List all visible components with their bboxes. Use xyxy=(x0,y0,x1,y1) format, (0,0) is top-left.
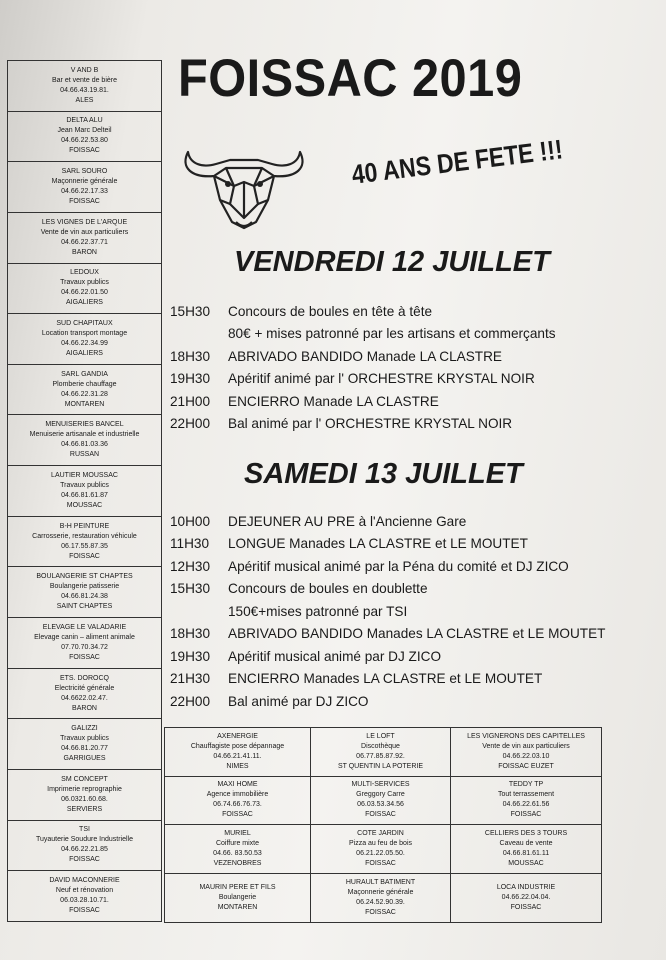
sponsor-detail: SERVIERS xyxy=(66,805,103,813)
event-description: Bal animé par l' ORCHESTRE KRYSTAL NOIR xyxy=(228,416,513,432)
schedule-row xyxy=(170,555,666,578)
schedule-row xyxy=(170,345,666,368)
sponsor-box xyxy=(165,728,311,777)
schedule-row xyxy=(170,690,666,713)
sponsor-box xyxy=(311,874,451,923)
sponsor-name: BOULANGERIE ST CHAPTES xyxy=(36,573,133,581)
sponsor-detail: AIGALIERS xyxy=(66,350,103,358)
sponsor-name: MULTI-SERVICES xyxy=(351,781,410,789)
sponsor-detail: 04.66.21.41.11. xyxy=(213,752,262,760)
sponsor-box xyxy=(165,825,311,874)
sponsor-detail: FOISSAC xyxy=(510,903,542,911)
sponsor-detail: 04.66.22.31.28 xyxy=(61,390,108,398)
sponsor-detail: 04.66.22.53.80 xyxy=(61,137,108,145)
sponsor-box xyxy=(8,517,161,568)
sponsor-box xyxy=(311,777,451,826)
sponsor-name: SARL GANDIA xyxy=(61,370,108,378)
sponsor-detail: ALES xyxy=(75,96,94,104)
sponsor-name: MAURIN PERE ET FILS xyxy=(199,883,276,891)
sponsor-detail: Bar et vente de bière xyxy=(52,76,117,84)
sponsor-detail: FOISSAC xyxy=(365,811,396,819)
sponsor-detail: 04.66.81.20.77 xyxy=(61,745,108,753)
sponsor-name: LAUTIER MOUSSAC xyxy=(51,471,118,479)
sponsor-detail: Pizza au feu de bois xyxy=(348,839,413,847)
schedule-row xyxy=(170,300,666,323)
event-time: 18H30 xyxy=(170,348,211,364)
sponsor-detail: FOISSAC xyxy=(365,908,396,916)
sponsor-detail: Elevage canin – aliment animale xyxy=(34,633,135,641)
sponsor-detail: 04.66.43.19.81. xyxy=(60,86,109,94)
event-description: 150€+mises patronné par TSI xyxy=(228,603,408,619)
sponsor-detail: 04.66.22.21.85 xyxy=(61,846,108,854)
sponsor-detail: Caveau de vente xyxy=(499,839,553,847)
sponsor-name: CELLIERS DES 3 TOURS xyxy=(484,829,568,837)
sponsor-box xyxy=(165,874,311,923)
event-description: ABRIVADO BANDIDO Manade LA CLASTRE xyxy=(228,348,502,364)
sponsor-detail: Chauffagiste pose dépannage xyxy=(190,742,285,750)
sponsor-box xyxy=(8,264,161,315)
sponsor-name: DELTA ALU xyxy=(66,117,103,125)
sponsor-box xyxy=(8,669,161,720)
sponsor-detail: 06.03.28.10.71. xyxy=(60,897,109,905)
sponsor-box xyxy=(8,821,161,872)
event-description: ENCIERRO Manades LA CLASTRE et LE MOUTET xyxy=(228,671,543,687)
event-time: 22H00 xyxy=(170,693,211,709)
event-time: 18H30 xyxy=(170,626,211,642)
sponsor-detail: 04.66.22.03.10 xyxy=(502,752,550,760)
sponsor-detail: 04.66.81.24.38 xyxy=(61,593,108,601)
sponsor-detail: Boulangerie patisserie xyxy=(49,583,120,591)
poster-subtitle: 40 ANS DE FETE !!! xyxy=(350,134,565,190)
sponsor-name: MURIEL xyxy=(224,829,251,837)
sponsor-detail: BARON xyxy=(72,704,97,712)
sponsor-detail: 07.70.70.34.72 xyxy=(61,643,108,651)
sponsor-name: SARL SOURO xyxy=(61,168,108,176)
sponsor-detail: Vente de vin aux particuliers xyxy=(482,742,570,750)
sponsor-detail: FOISSAC xyxy=(222,811,253,819)
sponsor-name: LES VIGNES DE L'ARQUE xyxy=(41,218,128,226)
event-description: ABRIVADO BANDIDO Manades LA CLASTRE et LE MOUTET xyxy=(228,626,606,642)
schedule-row xyxy=(170,645,666,668)
sponsor-detail: MOUSSAC xyxy=(508,859,544,867)
schedule-row xyxy=(170,623,666,646)
sponsor-box xyxy=(311,825,451,874)
sponsor-name: LES VIGNERONS DES CAPITELLES xyxy=(467,732,585,740)
sponsor-box xyxy=(165,777,311,826)
sponsor-detail: 04.66.22.37.71 xyxy=(61,238,108,246)
sponsor-box xyxy=(8,719,161,770)
sponsor-name: COTE JARDIN xyxy=(357,829,404,837)
event-description: Concours de boules en doublette xyxy=(228,581,428,597)
sponsor-box xyxy=(8,112,161,163)
sponsor-name: V AND B xyxy=(70,66,99,74)
event-time: 10H00 xyxy=(170,513,211,529)
event-description: ENCIERRO Manade LA CLASTRE xyxy=(228,393,439,409)
sponsor-detail: Tuyauterie Soudure Industrielle xyxy=(35,836,134,844)
event-time: 11H30 xyxy=(170,536,210,552)
left-sponsor-column xyxy=(7,60,162,922)
sponsor-detail: 06.21.22.05.50. xyxy=(356,849,405,857)
sponsor-detail: Carrosserie, restauration véhicule xyxy=(32,532,137,540)
sponsor-detail: FOISSAC xyxy=(69,907,100,915)
sponsor-name: HURAULT BATIMENT xyxy=(345,878,416,886)
event-description: LONGUE Manades LA CLASTRE et LE MOUTET xyxy=(228,536,528,552)
sponsor-detail: MONTAREN xyxy=(217,903,258,911)
schedule-row xyxy=(170,600,666,623)
sponsor-box xyxy=(8,618,161,669)
sponsor-detail: 06.74.66.76.73. xyxy=(213,801,262,809)
sponsor-box xyxy=(8,871,161,921)
schedule-row xyxy=(170,668,666,691)
schedule-row xyxy=(170,578,666,601)
sponsor-detail: BARON xyxy=(72,248,97,256)
sponsor-detail: 04.66.81.61.87 xyxy=(61,491,108,499)
sponsor-detail: Travaux publics xyxy=(60,735,109,743)
sponsor-detail: 04.6622.02.47. xyxy=(61,694,108,702)
friday-heading: VENDREDI 12 JUILLET xyxy=(234,246,550,278)
event-description: Bal animé par DJ ZICO xyxy=(228,693,369,709)
event-description: Apéritif musical animé par la Péna du comité et DJ ZICO xyxy=(228,558,569,574)
event-description: Concours de boules en tête à tête xyxy=(228,303,433,319)
poster-title: FOISSAC 2019 xyxy=(178,49,523,108)
schedule-row xyxy=(170,533,666,556)
sponsor-detail: Agence immobilière xyxy=(206,791,269,799)
sponsor-name: SUD CHAPITAUX xyxy=(56,320,113,328)
event-time: 21H00 xyxy=(170,393,211,409)
sponsor-detail: Tout terrassement xyxy=(497,791,555,799)
sponsor-name: TEDDY TP xyxy=(508,781,544,789)
sponsor-detail: 06.17.55.87.35 xyxy=(61,542,108,550)
sponsor-name: MENUISERIES BANCEL xyxy=(45,421,124,429)
event-description: 80€ + mises patronné par les artisans et commerçants xyxy=(228,326,556,342)
sponsor-detail: FOISSAC xyxy=(365,859,396,867)
sponsor-box xyxy=(451,777,601,826)
sponsor-detail: NIMES xyxy=(226,762,249,770)
sponsor-detail: Coiffure mixte xyxy=(215,839,260,847)
sponsor-detail: 04.66.81.61.11 xyxy=(502,849,550,857)
sponsor-detail: 06.77.85.87.92. xyxy=(356,752,405,760)
sponsor-detail: 04.66.22.01.50 xyxy=(61,289,108,297)
sponsor-name: B-H PEINTURE xyxy=(59,522,110,530)
sponsor-detail: ST QUENTIN LA POTERIE xyxy=(337,762,424,770)
sponsor-name: ELEVAGE LE VALADARIE xyxy=(42,623,127,631)
sponsor-detail: 04.66.22.61.56 xyxy=(502,801,550,809)
event-time: 19H30 xyxy=(170,648,211,664)
sponsor-box xyxy=(8,213,161,264)
sponsor-detail: Plomberie chauffage xyxy=(52,380,117,388)
sponsor-detail: Vente de vin aux particuliers xyxy=(40,228,129,236)
schedule-row xyxy=(170,368,666,391)
sponsor-box xyxy=(451,874,601,923)
sponsor-detail: 06.0321.60.68. xyxy=(61,795,108,803)
sponsor-detail: FOISSAC xyxy=(69,856,100,864)
sponsor-name: TSI xyxy=(79,826,90,834)
bottom-sponsor-grid xyxy=(164,727,602,923)
schedule-row xyxy=(170,323,666,346)
sponsor-detail: RUSSAN xyxy=(69,451,100,459)
sponsor-name: LOCA INDUSTRIE xyxy=(496,883,556,891)
sponsor-box xyxy=(8,415,161,466)
schedule-row xyxy=(170,390,666,413)
event-description: Apéritif animé par l' ORCHESTRE KRYSTAL NOIR xyxy=(228,371,535,387)
sponsor-detail: Maçonnerie générale xyxy=(51,178,118,186)
sponsor-detail: Menuiserie artisanale et industrielle xyxy=(29,431,140,439)
sponsor-box xyxy=(8,466,161,517)
sponsor-box xyxy=(451,728,601,777)
event-time: 15H30 xyxy=(170,581,211,597)
sponsor-detail: Location transport montage xyxy=(41,330,128,338)
event-time: 22H00 xyxy=(170,416,211,432)
sponsor-detail: VEZENOBRES xyxy=(213,859,262,867)
sponsor-box xyxy=(8,770,161,821)
sponsor-name: MAXI HOME xyxy=(217,781,258,789)
sponsor-detail: Electricité générale xyxy=(54,684,115,692)
event-description: DEJEUNER AU PRE à l'Ancienne Gare xyxy=(228,513,467,529)
sponsor-detail: Imprimerie reprographie xyxy=(47,785,122,793)
sponsor-detail: Maçonnerie générale xyxy=(347,888,414,896)
sponsor-detail: 04.66.22.17.33 xyxy=(61,188,108,196)
sponsor-detail: SAINT CHAPTES xyxy=(56,603,113,611)
schedule-row xyxy=(170,510,666,533)
sponsor-detail: FOISSAC EUZET xyxy=(498,762,554,770)
sponsor-detail: Boulangerie xyxy=(218,893,257,901)
schedule-row xyxy=(170,413,666,436)
event-time: 21H30 xyxy=(170,671,211,687)
sponsor-box xyxy=(8,61,161,112)
sponsor-detail: GARRIGUES xyxy=(63,755,106,763)
sponsor-detail: FOISSAC xyxy=(69,552,100,560)
sponsor-detail: FOISSAC xyxy=(69,198,100,206)
sponsor-detail: Neuf et rénovation xyxy=(55,887,114,895)
sponsor-detail: AIGALIERS xyxy=(66,299,103,307)
sponsor-detail: Greggory Carre xyxy=(356,791,405,799)
sponsor-detail: FOISSAC xyxy=(510,811,542,819)
event-time: 12H30 xyxy=(170,558,211,574)
event-description: Apéritif musical animé par DJ ZICO xyxy=(228,648,442,664)
sponsor-detail: 04.66.81.03.36 xyxy=(61,441,108,449)
sponsor-name: LEDOUX xyxy=(70,269,99,277)
sponsor-detail: MOUSSAC xyxy=(66,501,103,509)
friday-schedule xyxy=(170,300,666,435)
saturday-heading: SAMEDI 13 JUILLET xyxy=(244,458,523,490)
sponsor-detail: 06.03.53.34.56 xyxy=(357,801,404,809)
sponsor-detail: Jean Marc Delteil xyxy=(57,127,112,135)
sponsor-detail: Travaux publics xyxy=(60,481,109,489)
sponsor-detail: 04.66. 83.50.53 xyxy=(213,849,262,857)
sponsor-detail: FOISSAC xyxy=(69,653,100,661)
sponsor-detail: Travaux publics xyxy=(60,279,109,287)
sponsor-detail: FOISSAC xyxy=(69,147,100,155)
sponsor-box xyxy=(311,728,451,777)
sponsor-detail: Discothèque xyxy=(361,742,400,750)
event-time: 19H30 xyxy=(170,371,211,387)
sponsor-detail: MONTAREN xyxy=(64,400,105,408)
sponsor-detail: 06.24.52.90.39. xyxy=(356,898,405,906)
sponsor-box xyxy=(8,162,161,213)
sponsor-box xyxy=(451,825,601,874)
sponsor-name: LE LOFT xyxy=(366,732,395,740)
event-time: 15H30 xyxy=(170,303,211,319)
saturday-schedule xyxy=(170,510,666,713)
sponsor-box xyxy=(8,365,161,416)
sponsor-name: SM CONCEPT xyxy=(61,775,108,783)
sponsor-box xyxy=(8,314,161,365)
sponsor-box xyxy=(8,567,161,618)
sponsor-name: GALIZZI xyxy=(71,725,98,733)
sponsor-name: DAVID MACONNERIE xyxy=(49,877,120,885)
sponsor-name: ETS. DOROCQ xyxy=(59,674,109,682)
sponsor-detail: 04.66.22.34.99 xyxy=(61,340,108,348)
sponsor-detail: 04.66.22.04.04. xyxy=(501,893,551,901)
sponsor-name: AXENERGIE xyxy=(217,732,258,740)
bull-head-icon xyxy=(178,138,310,234)
